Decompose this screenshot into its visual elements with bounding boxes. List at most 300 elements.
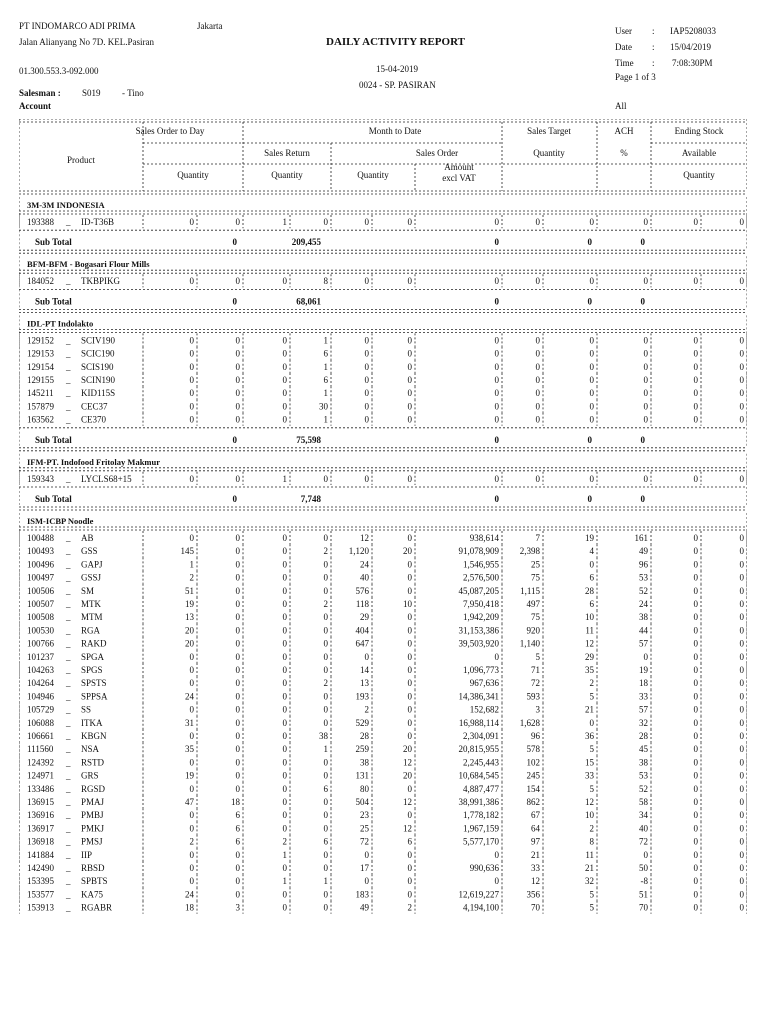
product-name: PMSJ (81, 836, 103, 847)
colon: : (652, 58, 655, 68)
subtotal-return-amount: 7,748 (300, 494, 321, 504)
table-cell: 0 (407, 625, 412, 636)
table-cell: 0 (189, 704, 194, 715)
table-cell: 0 (739, 375, 744, 385)
table-cell: 0 (189, 810, 194, 821)
table-cell: 0 (189, 665, 194, 675)
table-cell: 0 (693, 585, 698, 596)
table-cell: 862 (526, 797, 540, 807)
table-cell: 0 (693, 559, 698, 570)
table-cell: 0 (494, 217, 499, 227)
table-cell: 0 (282, 533, 287, 543)
product-name: SPGA (81, 651, 105, 662)
table-cell: 35 (185, 744, 194, 755)
product-code: 153395 (27, 876, 54, 887)
table-cell: 1,942,209 (463, 612, 499, 623)
company-city: Jakarta (197, 21, 223, 31)
table-cell: 67 (531, 810, 540, 821)
code-separator: _ (66, 731, 71, 741)
product-name: SPGS (81, 665, 103, 675)
table-cell: 0 (693, 691, 698, 702)
table-cell: 576 (355, 585, 369, 596)
table-cell: 0 (739, 638, 744, 649)
table-cell: 2 (407, 902, 412, 913)
table-cell: 0 (739, 744, 744, 755)
table-cell: 0 (739, 849, 744, 860)
product-code: 129153 (27, 348, 54, 359)
subtotal-label: Sub Total (35, 237, 72, 248)
table-cell: 13 (185, 612, 194, 623)
table-cell: 0 (323, 717, 328, 728)
table-cell: 0 (235, 638, 240, 649)
table-cell: 0 (589, 375, 594, 385)
table-cell: 4 (589, 546, 594, 557)
table-cell: 0 (739, 572, 744, 583)
table-cell: 0 (323, 217, 328, 227)
product-code: 157879 (27, 401, 54, 412)
table-cell: 0 (235, 849, 240, 860)
table-cell: 0 (739, 717, 744, 728)
salesman-label: Salesman : (19, 88, 61, 98)
table-cell: 1 (323, 876, 328, 887)
table-cell: 0 (693, 651, 698, 662)
date-value: 15/04/2019 (670, 42, 712, 52)
table-cell: 0 (589, 348, 594, 359)
subtotal-label: Sub Total (35, 296, 72, 307)
table-cell: 0 (282, 678, 287, 689)
table-cell: 34 (639, 810, 648, 821)
table-cell: 1 (189, 559, 194, 570)
code-separator: _ (66, 559, 71, 570)
table-cell: 19 (185, 599, 194, 609)
table-cell: 0 (589, 401, 594, 412)
subtotal-target: 0 (587, 494, 592, 504)
table-cell: 20 (403, 744, 412, 755)
table-cell: 152,682 (469, 704, 499, 715)
table-cell: 0 (189, 276, 194, 287)
table-cell: 0 (189, 388, 194, 399)
table-cell: 0 (589, 361, 594, 372)
table-cell: 38 (639, 757, 648, 768)
table-cell: 0 (323, 704, 328, 715)
table-cell: 12 (585, 797, 594, 807)
table-cell: 6 (235, 823, 240, 834)
table-cell: 2,245,443 (463, 757, 499, 768)
table-cell: 5 (589, 889, 594, 900)
table-cell: 53 (639, 770, 648, 781)
table-cell: 1,967,159 (463, 823, 499, 834)
table-cell: 0 (494, 348, 499, 359)
table-cell: 0 (739, 599, 744, 609)
code-separator: _ (66, 572, 71, 583)
header-quantity-return: Quantity (271, 170, 303, 180)
table-cell: 0 (282, 717, 287, 728)
table-cell: 0 (235, 533, 240, 543)
table-cell: 0 (693, 335, 698, 346)
table-cell: 17 (360, 863, 369, 873)
table-cell: 0 (494, 651, 499, 662)
table-cell: 0 (693, 612, 698, 623)
table-cell: 0 (589, 414, 594, 425)
table-cell: 12 (531, 876, 540, 887)
table-cell: 6 (589, 599, 594, 609)
table-cell: 3 (235, 902, 240, 913)
code-separator: _ (66, 473, 71, 484)
table-cell: 0 (693, 770, 698, 781)
table-cell: 0 (364, 388, 369, 399)
table-cell: 0 (693, 717, 698, 728)
table-cell: 0 (407, 651, 412, 662)
product-code: 100766 (27, 638, 54, 649)
product-name: SCIV190 (81, 335, 116, 346)
table-cell: 0 (739, 783, 744, 794)
table-cell: 6 (589, 572, 594, 583)
table-cell: 70 (531, 902, 540, 913)
code-separator: _ (66, 717, 71, 728)
subtotal-amount: 0 (494, 494, 499, 504)
product-name: SCIN190 (81, 375, 116, 385)
table-cell: 0 (739, 388, 744, 399)
code-separator: _ (66, 375, 71, 385)
product-code: 193388 (27, 217, 54, 227)
table-cell: 72 (360, 836, 369, 847)
code-separator: _ (66, 836, 71, 847)
subtotal-amount: 0 (494, 434, 499, 445)
table-cell: 28 (360, 731, 369, 741)
table-cell: 0 (189, 414, 194, 425)
product-code: 124971 (27, 770, 54, 781)
table-cell: 1 (323, 388, 328, 399)
table-cell: 0 (589, 717, 594, 728)
product-code: 136915 (27, 797, 54, 807)
table-cell: 3 (535, 704, 540, 715)
subtotal-so-today: 0 (232, 237, 237, 248)
product-name: RBSD (81, 863, 105, 873)
table-cell: 11 (585, 625, 594, 636)
table-cell: 0 (235, 863, 240, 873)
table-cell: 593 (526, 691, 540, 702)
table-cell: 0 (693, 757, 698, 768)
table-cell: 4,194,100 (463, 902, 499, 913)
subtotal-ach: 0 (640, 296, 645, 307)
table-cell: 18 (185, 902, 194, 913)
table-cell: 0 (693, 876, 698, 887)
table-cell: 1,096,773 (463, 665, 499, 675)
table-cell: 57 (639, 638, 648, 649)
table-cell: 0 (535, 217, 540, 227)
table-cell: 0 (535, 375, 540, 385)
table-cell: 154 (526, 783, 540, 794)
table-cell: 0 (235, 665, 240, 675)
table-cell: 0 (235, 546, 240, 557)
table-cell: 1,115 (520, 585, 540, 596)
table-cell: 0 (189, 823, 194, 834)
table-cell: 0 (494, 876, 499, 887)
product-code: 104263 (27, 665, 54, 675)
subtotal-amount: 0 (494, 296, 499, 307)
table-cell: 0 (189, 473, 194, 484)
table-cell: 1 (323, 361, 328, 372)
table-cell: 0 (282, 823, 287, 834)
code-separator: _ (66, 388, 71, 399)
code-separator: _ (66, 599, 71, 609)
account-label: Account (19, 101, 51, 111)
table-cell: 0 (407, 217, 412, 227)
code-separator: _ (66, 585, 71, 596)
subtotal-target: 0 (587, 434, 592, 445)
table-cell: 0 (407, 863, 412, 873)
table-cell: 32 (639, 717, 648, 728)
table-cell: 21 (585, 863, 594, 873)
table-cell: 0 (235, 744, 240, 755)
table-cell: 0 (693, 388, 698, 399)
table-cell: 0 (407, 612, 412, 623)
table-cell: 0 (693, 836, 698, 847)
table-cell: 0 (693, 276, 698, 287)
table-cell: 578 (526, 744, 540, 755)
table-cell: 0 (739, 217, 744, 227)
table-cell: 0 (235, 651, 240, 662)
product-name: KA75 (81, 889, 103, 900)
group-header: IDL-PT Indolakto (27, 318, 94, 329)
table-cell: 36 (585, 731, 594, 741)
code-separator: _ (66, 757, 71, 768)
table-cell: 52 (639, 585, 648, 596)
table-cell: 0 (535, 473, 540, 484)
table-cell: 39,503,920 (458, 638, 499, 649)
table-cell: 0 (323, 638, 328, 649)
product-name: GAPJ (81, 559, 103, 570)
product-name: GRS (81, 770, 99, 781)
table-cell: 57 (639, 704, 648, 715)
table-cell: 0 (693, 638, 698, 649)
table-cell: 990,636 (469, 863, 499, 873)
table-cell: 0 (739, 810, 744, 821)
header-ach-percent: % (620, 148, 628, 158)
table-cell: 0 (643, 361, 648, 372)
product-code: 111560 (27, 744, 54, 755)
table-cell: 0 (323, 651, 328, 662)
table-cell: 118 (355, 599, 369, 609)
table-cell: 0 (323, 770, 328, 781)
table-cell: 0 (643, 276, 648, 287)
table-cell: 0 (407, 559, 412, 570)
header-quantity-order: Quantity (357, 170, 389, 180)
code-separator: _ (66, 348, 71, 359)
group-header: IFM-PT. Indofood Fritolay Makmur (27, 456, 161, 467)
table-cell: 0 (323, 585, 328, 596)
table-cell: 53 (639, 572, 648, 583)
table-cell: 0 (693, 625, 698, 636)
table-cell: 0 (189, 849, 194, 860)
table-cell: 0 (189, 533, 194, 543)
table-cell: 131 (355, 770, 369, 781)
table-cell: 1 (282, 876, 287, 887)
colon: : (652, 42, 655, 52)
table-cell: 0 (282, 572, 287, 583)
table-cell: 24 (639, 599, 648, 609)
table-cell: 0 (739, 625, 744, 636)
table-cell: 80 (360, 783, 369, 794)
table-cell: 0 (282, 546, 287, 557)
table-cell: 0 (494, 414, 499, 425)
table-cell: 64 (531, 823, 540, 834)
table-cell: 49 (639, 546, 648, 557)
table-cell: 0 (364, 361, 369, 372)
table-cell: 0 (282, 810, 287, 821)
table-cell: 0 (693, 704, 698, 715)
table-cell: 0 (235, 691, 240, 702)
table-cell: 0 (407, 348, 412, 359)
product-name: NSA (81, 744, 100, 755)
table-cell: 75 (531, 572, 540, 583)
table-cell: 33 (585, 770, 594, 781)
table-cell: 2 (323, 546, 328, 557)
table-cell: 0 (494, 849, 499, 860)
code-separator: _ (66, 810, 71, 821)
table-cell: 0 (739, 401, 744, 412)
company-address: Jalan Alianyang No 7D. KEL.Pasiran (19, 37, 154, 47)
table-cell: 0 (189, 335, 194, 346)
table-cell: 0 (535, 335, 540, 346)
table-cell: 0 (693, 533, 698, 543)
date-label: Date (615, 42, 632, 52)
table-cell: 96 (639, 559, 648, 570)
table-cell: 72 (531, 678, 540, 689)
table-cell: 0 (364, 276, 369, 287)
product-code: 100488 (27, 533, 54, 543)
table-cell: 0 (739, 731, 744, 741)
product-code: 106088 (27, 717, 54, 728)
table-cell: 0 (282, 651, 287, 662)
table-cell: 0 (407, 731, 412, 741)
product-code: 142490 (27, 863, 54, 873)
product-name: ITKA (81, 717, 103, 728)
table-cell: 10 (585, 612, 594, 623)
table-cell: 1,628 (519, 717, 540, 728)
table-cell: 0 (407, 473, 412, 484)
table-cell: 920 (526, 625, 540, 636)
table-cell: 1 (282, 849, 287, 860)
table-cell: 0 (282, 757, 287, 768)
product-code: 124392 (27, 757, 54, 768)
table-cell: 0 (235, 348, 240, 359)
header-sales-target: Sales Target (527, 126, 571, 136)
product-name: SPPSA (81, 691, 108, 702)
product-name: RSTD (81, 757, 105, 768)
product-code: 129154 (27, 361, 54, 372)
table-cell: 0 (494, 335, 499, 346)
table-cell: 0 (282, 414, 287, 425)
table-cell: 145 (180, 546, 194, 557)
product-name: CE370 (81, 414, 107, 425)
table-cell: 13 (360, 678, 369, 689)
table-cell: 2,576,500 (463, 572, 499, 583)
table-cell: 10 (585, 810, 594, 821)
subtotal-label: Sub Total (35, 494, 72, 504)
table-cell: 7,950,418 (463, 599, 499, 609)
product-code: 100496 (27, 559, 54, 570)
table-cell: 21 (585, 704, 594, 715)
product-code: 104264 (27, 678, 54, 689)
table-cell: 2 (323, 599, 328, 609)
product-name: MTK (81, 599, 101, 609)
table-cell: 0 (407, 585, 412, 596)
table-cell: 0 (407, 665, 412, 675)
tax-id: 01.300.553.3-092.000 (19, 66, 99, 76)
report-date: 15-04-2019 (376, 64, 418, 74)
code-separator: _ (66, 276, 71, 287)
table-cell: 938,614 (469, 533, 499, 543)
product-code: 163562 (27, 414, 54, 425)
table-cell: 356 (526, 889, 540, 900)
code-separator: _ (66, 638, 71, 649)
table-cell: 6 (323, 348, 328, 359)
table-cell: 12 (403, 823, 412, 834)
table-cell: 0 (323, 559, 328, 570)
table-cell: 30 (319, 401, 328, 412)
table-cell: 0 (693, 863, 698, 873)
table-cell: 0 (589, 276, 594, 287)
product-name: SPSTS (81, 678, 107, 689)
product-name: PMKJ (81, 823, 105, 834)
table-cell: 259 (355, 744, 369, 755)
product-code: 145211 (27, 388, 54, 399)
table-cell: 35 (585, 665, 594, 675)
table-cell: 0 (693, 797, 698, 807)
table-cell: 0 (235, 414, 240, 425)
table-cell: 18 (639, 678, 648, 689)
table-cell: 0 (407, 533, 412, 543)
table-cell: 0 (643, 388, 648, 399)
group-header: 3M-3M INDONESIA (27, 200, 105, 210)
table-cell: 0 (323, 889, 328, 900)
table-cell: 0 (282, 797, 287, 807)
table-cell: 0 (693, 572, 698, 583)
table-cell: 0 (693, 744, 698, 755)
table-cell: 0 (364, 849, 369, 860)
table-cell: 2,398 (519, 546, 540, 557)
report-title: DAILY ACTIVITY REPORT (326, 36, 465, 48)
table-cell: 15 (585, 757, 594, 768)
table-cell: 0 (235, 717, 240, 728)
table-cell: 6 (323, 783, 328, 794)
table-cell: 0 (282, 638, 287, 649)
product-code: 153577 (27, 889, 54, 900)
table-cell: 0 (535, 361, 540, 372)
table-cell: 0 (494, 401, 499, 412)
table-cell: 0 (235, 276, 240, 287)
company-name: PT INDOMARCO ADI PRIMA (19, 21, 136, 31)
code-separator: _ (66, 691, 71, 702)
table-cell: 0 (739, 414, 744, 425)
table-cell: 0 (643, 651, 648, 662)
table-cell: 5 (535, 651, 540, 662)
table-cell: 0 (739, 704, 744, 715)
code-separator: _ (66, 678, 71, 689)
table-cell: 51 (185, 585, 194, 596)
table-cell: 0 (282, 691, 287, 702)
table-cell: 10,684,545 (458, 770, 499, 781)
table-cell: 0 (323, 665, 328, 675)
table-cell: 0 (282, 361, 287, 372)
product-code: 153913 (27, 902, 54, 913)
table-cell: 0 (235, 612, 240, 623)
table-cell: 0 (282, 375, 287, 385)
table-cell: 0 (693, 731, 698, 741)
table-cell: 5,577,170 (463, 836, 499, 847)
table-cell: 0 (189, 757, 194, 768)
